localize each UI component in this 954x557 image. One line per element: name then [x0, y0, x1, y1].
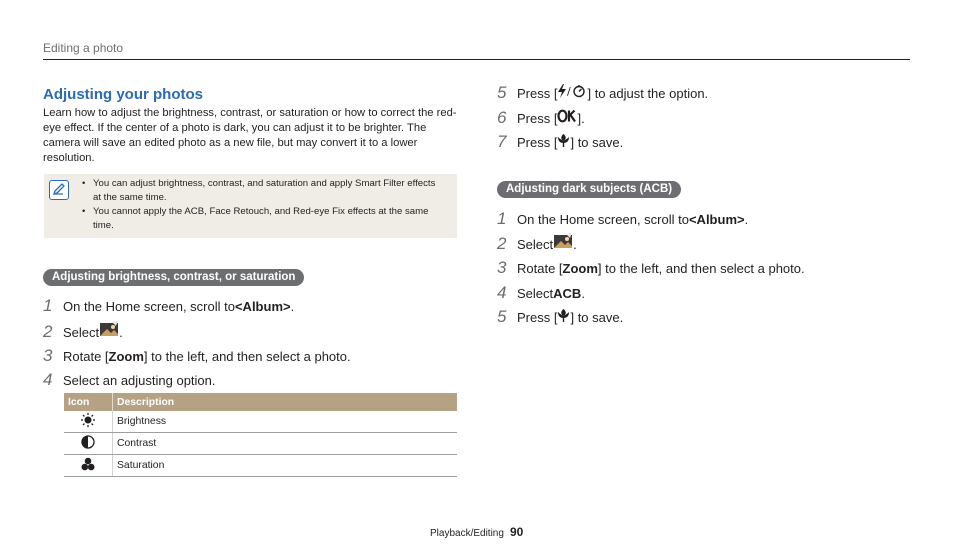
step-3: [43, 346, 351, 366]
step-text: Press [: [517, 86, 558, 101]
page-number: 90: [509, 525, 524, 539]
step-number: 6: [497, 108, 507, 127]
step-bold: <Album>: [234, 299, 291, 314]
section-title: Adjusting your photos: [43, 86, 203, 103]
step-number: 3: [43, 346, 53, 365]
note-item: • You can adjust brightness, contrast, and saturation and apply Smart Filter effects at the same time.: [82, 177, 442, 205]
table-row: [64, 455, 457, 477]
step-number: 5: [497, 307, 507, 326]
contrast-icon: [64, 433, 113, 455]
step-6: [497, 108, 585, 128]
header-divider: [43, 59, 910, 60]
step-text: On the Home screen, scroll to: [517, 212, 689, 227]
brightness-icon: [64, 411, 113, 433]
step-text: Rotate [: [63, 349, 109, 364]
step-text: Select: [517, 286, 554, 301]
acb-step-3: [497, 258, 805, 278]
step-text: Select: [517, 237, 554, 252]
svg-text:/: /: [567, 85, 572, 98]
flash-timer-icon: [557, 84, 587, 101]
acb-step-2: [497, 233, 577, 254]
table-cell-description: Brightness: [113, 411, 458, 433]
step-bold: Zoom: [562, 261, 598, 276]
step-number: 5: [497, 83, 507, 102]
step-number: 1: [497, 209, 507, 228]
page-header-section: Editing a photo: [43, 41, 124, 55]
step-number: 2: [497, 234, 507, 253]
step-4: [43, 370, 216, 390]
adjust-options-table: [64, 393, 457, 477]
step-number: 1: [43, 296, 53, 315]
step-text: ].: [577, 111, 585, 126]
step-text: ] to save.: [570, 135, 624, 150]
table-row: [64, 433, 457, 455]
table-header-icon: Icon: [64, 393, 113, 411]
photo-editor-icon: [553, 233, 573, 252]
table-cell-description: Contrast: [113, 433, 458, 455]
step-number: 4: [497, 283, 507, 302]
step-text: .: [119, 325, 123, 340]
table-row: [64, 411, 457, 433]
step-text: ] to save.: [570, 310, 624, 325]
step-number: 4: [43, 370, 53, 389]
step-bold: ACB: [553, 286, 582, 301]
saturation-icon: [64, 455, 113, 477]
step-number: 2: [43, 322, 53, 341]
step-text: .: [744, 212, 749, 227]
step-text: Rotate [: [517, 261, 563, 276]
step-text: Press [: [517, 310, 558, 325]
step-text: .: [573, 237, 577, 252]
step-text: ] to the left, and then select a photo.: [597, 261, 805, 276]
step-text: Press [: [517, 135, 558, 150]
step-text: .: [290, 299, 295, 314]
step-1: [43, 296, 294, 316]
step-number: 3: [497, 258, 507, 277]
step-7: [497, 132, 623, 152]
note-list: [82, 177, 442, 233]
note-pencil-icon: [49, 180, 69, 200]
step-5: [497, 83, 708, 103]
macro-flower-icon: [557, 133, 570, 150]
table-cell-description: Saturation: [113, 455, 458, 477]
step-number: 7: [497, 132, 507, 151]
acb-step-5: [497, 307, 623, 327]
step-text: .: [581, 286, 585, 301]
note-item: • You cannot apply the ACB, Face Retouch, and Red-eye Fix effects at the same time.: [82, 205, 442, 233]
ok-button-icon: [557, 109, 577, 126]
subheading-acb: Adjusting dark subjects (ACB): [497, 181, 681, 198]
step-text: Select an adjusting option.: [63, 373, 216, 388]
acb-step-4: [497, 283, 585, 303]
intro-paragraph: Learn how to adjust the brightness, contrast, or saturation or how to correct the red-eye effect. If the center of a photo is dark, you can adjust it to be brighter. The camera will save an edited photo as a new file, but may convert it to a lower resolution.: [43, 107, 457, 164]
subheading-brightness: Adjusting brightness, contrast, or saturation: [43, 269, 304, 286]
macro-flower-icon: [557, 308, 570, 325]
step-text: ] to the left, and then select a photo.: [143, 349, 351, 364]
table-header-description: Description: [113, 393, 458, 411]
acb-step-1: [497, 209, 748, 229]
step-bold: Zoom: [108, 349, 144, 364]
step-text: Press [: [517, 111, 558, 126]
photo-editor-icon: [99, 321, 119, 340]
step-bold: <Album>: [688, 212, 745, 227]
page-footer: [430, 525, 523, 539]
footer-label: Playback/Editing: [430, 528, 504, 539]
step-text: Select: [63, 325, 100, 340]
step-text: On the Home screen, scroll to: [63, 299, 235, 314]
step-text: ] to adjust the option.: [587, 86, 709, 101]
step-2: [43, 321, 123, 342]
